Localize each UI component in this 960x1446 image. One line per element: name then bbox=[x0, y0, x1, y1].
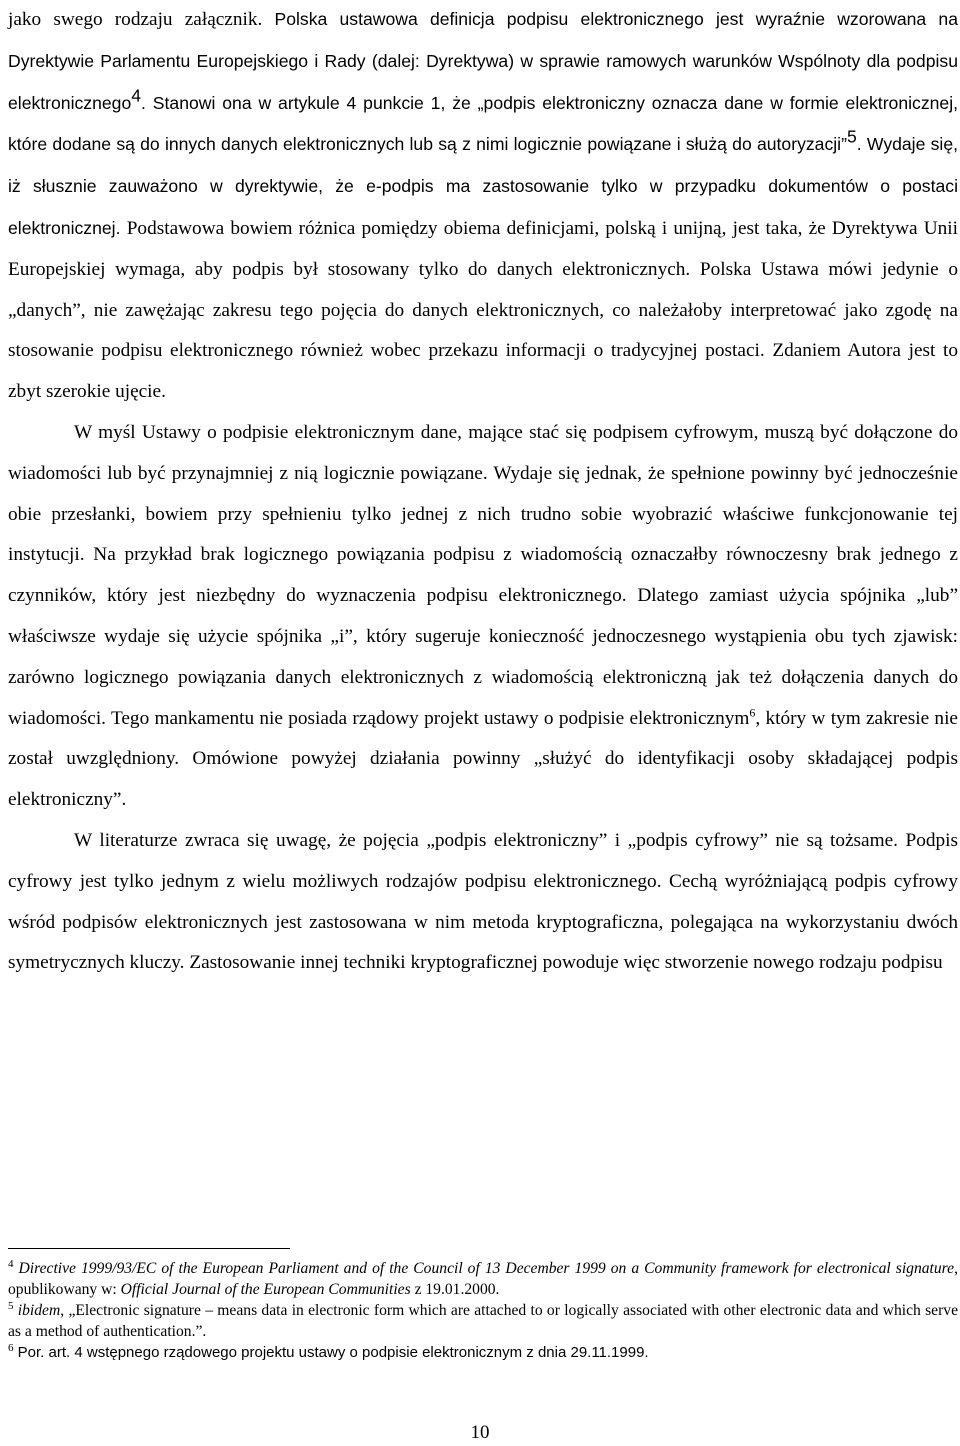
text-span-sans: . Wydaje się, iż słusznie zauważono w dyrektywie, że e-podpis ma zastosowanie tylko w przypadku dokumentów o postaci elektronicznej. bbox=[8, 134, 958, 238]
page-number: 10 bbox=[470, 1422, 490, 1443]
footnotes-section bbox=[8, 1248, 958, 1363]
text-span-sans: do innych danych elektronicznych lub bbox=[134, 134, 439, 155]
text-span-sans: służą bbox=[685, 134, 727, 155]
text-span-sans: z nimi logicznie pow bbox=[456, 134, 620, 155]
text-span-sans: są bbox=[438, 134, 457, 155]
text-span-sans: i bbox=[671, 134, 686, 155]
footnote-4 bbox=[8, 1258, 958, 1300]
text-span: jako swego rodzaju załącznik. bbox=[8, 9, 275, 30]
text-span-sans: do autoryzacji” bbox=[726, 134, 847, 155]
text-span: W literaturze zwraca się uwagę, że pojęcia „podpis elektroniczny” i „podpis cyfrowy” nie są tożsame. Podpis cyfrowy jest tylko jednym z wielu możliwych rodzajów podpisu elektronicznego. Cechą wyróżniającą podpis cyfrowy wśród podpisów elektronicznych jest zastosowana w nim metoda kryptograficzna, polegająca na wykorzystaniu dwóch symetrycznych kluczy. Zastosowanie innej techniki kryptograficznej powoduje więc stworzenie nowego rodzaju podpisu bbox=[8, 829, 958, 974]
footnote-text: z 19.01.2000. bbox=[410, 1281, 500, 1298]
footnote-ref-6[interactable]: 6 bbox=[749, 705, 756, 720]
footnote-ref-5[interactable]: 5 bbox=[846, 126, 857, 147]
text-span-sans: iązane bbox=[619, 134, 672, 155]
footnote-text-italic: Directive 1999/93/EC of the European Parliament and of the Council of 13 December 1999 on a Community framework for electronical signature bbox=[13, 1260, 955, 1277]
footnote-text-sans: Por. art. 4 wstępnego rządowego projektu ustawy o podpisie elektronicznym z dnia 29.11.1999. bbox=[13, 1344, 649, 1361]
text-span-sans: Polska ustawowa definicja podpisu elektronicznego jest wyraźnie wzorowana na Dyrektywie Parlamentu Europejskiego i Rady (dalej: Dyrektywa) w sprawie ramowych warunków Wspólnoty dla podpisu elektronicznego bbox=[8, 9, 958, 113]
footnote-separator bbox=[8, 1248, 290, 1249]
text-span: , który w tym zakresie nie został uwzględniony. Omówione powyżej działania powinny „służyć do identyfikacji osoby składającej podpis elektroniczny”. bbox=[8, 707, 958, 811]
text-span-sans: . Stanowi ona w artykule 4 punkcie 1, że „podpis elektroniczny oznacza dane w formie elektronicznej, które dodane bbox=[8, 92, 958, 155]
footnote-number: 4 bbox=[8, 1257, 14, 1270]
footnote-number: 6 bbox=[8, 1341, 14, 1354]
paragraph-3 bbox=[8, 821, 958, 984]
footnote-text-italic: ibidem bbox=[13, 1302, 61, 1319]
paragraph-1 bbox=[8, 0, 958, 413]
footnote-text-italic: Official Journal of the European Communities bbox=[120, 1281, 411, 1298]
footnote-ref-4[interactable]: 4 bbox=[131, 85, 142, 106]
text-span: Podstawowa bowiem różnica pomiędzy obiema definicjami, polską i unijną, jest taka, że Dyrektywa Unii Europejskiej wymaga, aby podpis był stosowany tylko do danych elektronicznych. Polska Ustawa mówi jedynie o „danych”, nie zawężając zakresu tego pojęcia do danych elektronicznych, co należałoby interpretować jako zgodę na stosowanie podpisu elektronicznego również wobec przekazu informacji o tradycyjnej postaci. Zdaniem Autora jest to zbyt szerokie ujęcie. bbox=[8, 217, 958, 403]
text-span-sans: są bbox=[116, 134, 135, 155]
footnote-number: 5 bbox=[8, 1299, 14, 1312]
paragraph-2 bbox=[8, 413, 958, 821]
page-body bbox=[8, 0, 958, 984]
footnote-5 bbox=[8, 1300, 958, 1342]
footnote-6 bbox=[8, 1342, 958, 1363]
footnote-text: , „Electronic signature – means data in electronic form which are attached to or logically associated with other electronic data and which serve as a method of authentication.”. bbox=[8, 1302, 958, 1340]
text-span: W myśl Ustawy o podpisie elektronicznym dane, mające stać się podpisem cyfrowym, muszą być dołączone do wiadomości lub być przynajmniej z nią logicznie powiązane. Wydaje się jednak, że spełnione powinny być jednocześnie obie przesłanki, bowiem przy spełnieniu tylko jednej z nich trudno sobie wyobrazić właściwe funkcjonowanie tej instytucji. Na przykład brak logicznego powiązania podpisu z wiadomością oznaczałby równoczesny brak jednego z czynników, który jest niezbędny do wyznaczenia podpisu elektronicznego. Dlatego zamiast użycia spójnika „lub” właściwsze wydaje się użycie spójnika „i”, który sugeruje konieczność jednoczesnego wystąpienia obu tych zjawisk: zarówno logicznego powiązania danych elektronicznych z wiadomością elektroniczną jak też dołączenia danych do wiadomości. Tego mankamentu nie posiada rządowy projekt ustawy o podpisie elektronicznym bbox=[8, 421, 958, 729]
footnote-text: , opublikowany w: bbox=[8, 1260, 958, 1298]
